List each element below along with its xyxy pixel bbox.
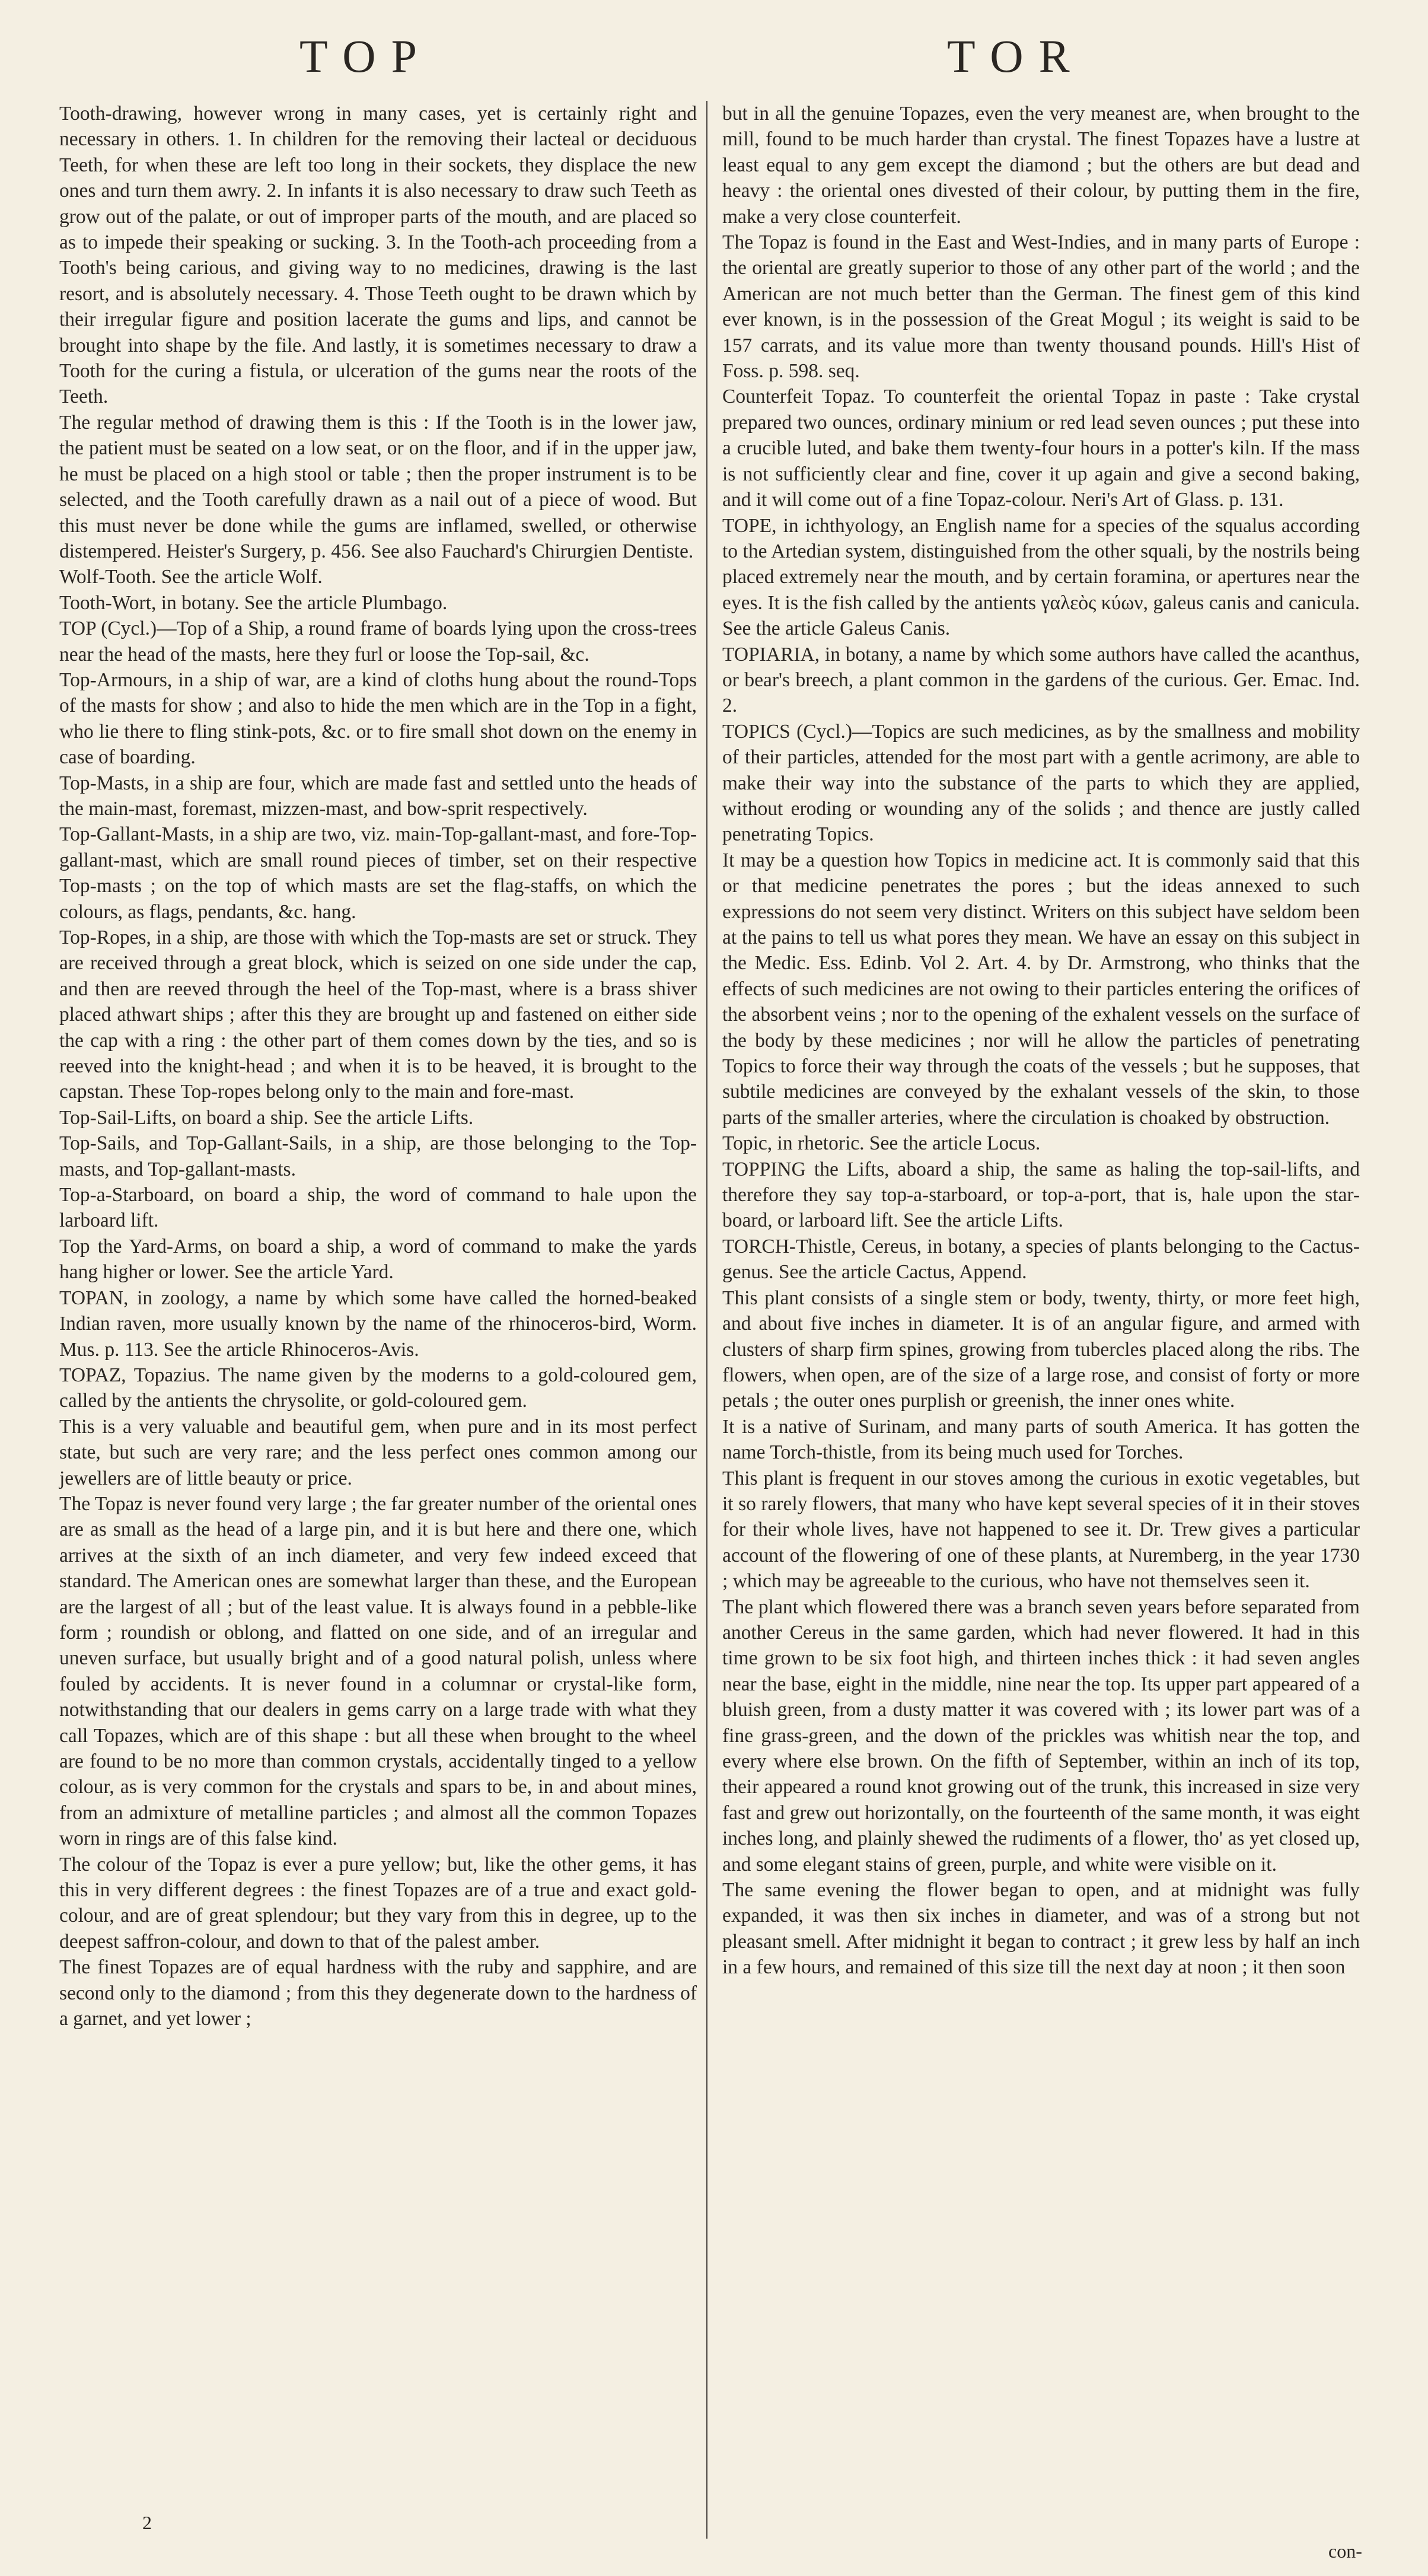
entry-topic-rhetoric: Topic, in rhetoric. See the article Locus. [722, 1132, 1041, 1155]
entry-tooth-wort: Tooth-Wort, in botany. See the article Plumbago. [59, 591, 448, 614]
entry-topaz-hardness: The finest Topazes are of equal hardness with the ruby and sapphire, and are second only to the diamond ; from this they degenerate down to the hardness of a garnet, and yet lower ; [59, 1956, 697, 2030]
entry-topaz-size: The Topaz is never found very large ; the far greater number of the oriental ones are as small as the head of a large pin, and it is but here and there one, which arrives at the sixth of an inch diameter, and very few indeed exceed that standard. The American ones are somewhat larger than these, and the European are the largest of all ; but of the least value. It is always found in a pebble-like form ; roundish or oblong, and flatted on one side, and of an irregular and uneven surface, but usually bright and of a good natural polish, unless where fouled by accidents. It is never found in a columnar or crystal-like form, notwithstanding that our dealers in gems carry on a large trade with what they call Topazes, which are of this shape : but all these when brought to the wheel are found to be no more than common crystals, accidentally tinged to a yellow colour, as is very common for the crystals and spars to be, in and about mines, from an admixture of metalline particles ; and almost all the common Topazes worn in rings are of this false kind. [59, 1492, 697, 1850]
left-column [59, 101, 697, 2031]
right-column [722, 101, 1360, 1980]
entry-torch-thistle-stoves: This plant is frequent in our stoves among the curious in exotic vegetables, but it so rarely flowers, that many who have kept several species of it in their stoves for their whole lives, have not happened to see it. Dr. Trew gives a particular account of the flowering of one of these plants, at Nuremberg, in the year 1730 ; which may be agreeable to the curious, who have not themselves seen it. [722, 1467, 1360, 1593]
entry-tope: TOPE, in ichthyology, an English name for a species of the squalus according to the Artedian system, distinguished from the other squali, by the nostrils being placed extremely near the mouth, and by certain foramina, or apertures near the eyes. It is the fish called by the antients γαλεὸς κύων, galeus canis and canicula. See the article Galeus Canis. [722, 514, 1360, 640]
entry-topics-action: It may be a question how Topics in medicine act. It is commonly said that this or that medicine penetrates the pores ; but the ideas annexed to such expressions do not seem very distinct. Writers on this subject have seldom been at the pains to tell us what pores they mean. We have an essay on this subject in the Medic. Ess. Edinb. Vol 2. Art. 4. by Dr. Armstrong, who thinks that the effects of such medicines are not owing to their particles entering the orifices of the absorbent veins ; nor to the opening of the exhalent vessels on the surface of the body by these medicines ; nor will he allow the particles of penetrating Topics to force their way through the coats of the vessels ; but he supposes, that subtile medicines are conveyed by the exhalant vessels of the skin, to those parts of the smaller arteries, where the circulation is choaked by obstruction. [722, 849, 1360, 1129]
entry-drawing-method: The regular method of drawing them is this : If the Tooth is in the lower jaw, the patient must be seated on a low seat, or on the floor, and if in the upper jaw, he must be placed on a high stool or table ; then the proper instrument is to be selected, and the Tooth carefully drawn as a nail out of a piece of wood. But this must never be done while the gums are inflamed, swelled, or otherwise distempered. Heister's Surgery, p. 456. See also Fauchard's Chirurgien Dentiste. [59, 411, 697, 562]
catchword: con- [1328, 2540, 1362, 2562]
entry-topics: TOPICS (Cycl.)—Topics are such medicines, as by the smallness and mobility of their particles, attended for the most part with a gentle acrimony, are able to make their way into the substance of the parts to which they are applied, without eroding or wounding any of the solids ; and thence are justly called penetrating Topics. [722, 720, 1360, 846]
entry-torch-thistle-flowering: The plant which flowered there was a branch seven years before separated from another Cereus in the same garden, which had never flowered. It had in this time grown to be six foot high, and thirteen inches thick : it had seven angles near the base, eight in the middle, nine near the top. Its upper part appeared of a bluish green, from a dusty matter it was covered with ; its lower part was of a fine grass-green, and the down of the prickles was whitish near the top, and every where else brown. On the fifth of September, within an inch of its top, their appeared a round knot growing out of the trunk, this increased in size very fast and grew out horizontally, on the fourteenth of the same month, it was eight inches long, and plainly shewed the rudiments of a flower, tho' as yet closed up, and some elegant stains of green, purple, and white were visible on it. [722, 1596, 1360, 1876]
entry-topaz-colour: The colour of the Topaz is ever a pure yellow; but, like the other gems, it has this in very different degrees : the finest Topazes are of a true and exact gold-colour, and are of great splendour; but they vary from this in degree, up to the deepest saffron-colour, and down to that of the palest amber. [59, 1853, 697, 1953]
column-divider [706, 101, 707, 2539]
entry-topaz-origin: The Topaz is found in the East and West-Indies, and in many parts of Europe : the oriental are greatly superior to those of any other part of the world ; and the American are not much better than the German. The finest gem of this kind ever known, is in the possession of the Great Mogul ; its weight is said to be 157 carrats, and its value more than twenty thousand pounds. Hill's Hist of Foss. p. 598. seq. [722, 231, 1360, 383]
entry-top-sail-lifts: Top-Sail-Lifts, on board a ship. See the article Lifts. [59, 1106, 474, 1129]
entry-top-gallant-masts: Top-Gallant-Masts, in a ship are two, viz. main-Top-gallant-mast, and fore-Top-gallant-mast, which are small round pieces of timber, set on their respective Top-masts ; on the top of which masts are set the flag-staffs, on which the colours, as flags, pendants, &c. hang. [59, 823, 697, 923]
entry-counterfeit-topaz: Counterfeit Topaz. To counterfeit the oriental Topaz in paste : Take crystal prepared two ounces, ordinary minium or red lead seven ounces ; put these into a crucible luted, and bake them twenty-four hours in a potter's kiln. If the mass is not sufficiently clear and fine, cover it up again and give a second baking, and it will come out of a fine Topaz-colour. Neri's Art of Glass. p. 131. [722, 386, 1360, 511]
entry-topaz-beauty: This is a very valuable and beautiful gem, when pure and in its most perfect state, but such are very rare; and the less perfect ones common among our jewellers are of little beauty or price. [59, 1415, 697, 1489]
entry-tooth-drawing: Tooth-drawing, however wrong in many cases, yet is certainly right and necessary in others. 1. In children for the removing their lacteal or deciduous Teeth, for when these are left too long in their sockets, they displace the new ones and turn them awry. 2. In infants it is also necessary to draw such Teeth as grow out of the palate, or out of improper parts of the mouth, and are placed so as to impede their speaking or sucking. 3. In the Tooth-ach proceeding from a Tooth's being carious, and giving way to no medicines, drawing is the last resort, and is absolutely necessary. 4. Those Teeth ought to be drawn which by their irregular figure and position lacerate the gums and lips, and cannot be brought into shape by the file. And lastly, it is sometimes necessary to draw a Tooth for the curing a fistula, or ulceration of the gums near the roots of the Teeth. [59, 103, 697, 408]
entry-torch-thistle-native: It is a native of Surinam, and many parts of south America. It has gotten the name Torch-thistle, from its being much used for Torches. [722, 1415, 1360, 1464]
entry-torch-thistle: TORCH-Thistle, Cereus, in botany, a species of plants belonging to the Cactus-genus. See the article Cactus, Append. [722, 1235, 1360, 1284]
entry-topping-lifts: TOPPING the Lifts, aboard a ship, the same as haling the top-sail-lifts, and therefore they say top-a-starboard, or top-a-port, that is, hale upon the star-board, or larboard lift. See the article Lifts. [722, 1158, 1360, 1232]
entry-top-sails: Top-Sails, and Top-Gallant-Sails, in a ship, are those belonging to the Top-masts, and Top-gallant-masts. [59, 1132, 697, 1180]
running-head-left: TOP [299, 30, 432, 82]
entry-torch-thistle-evening: The same evening the flower began to open, and at midnight was fully expanded, it was then six inches in diameter, and was of a strong but not pleasant smell. After midnight it began to contract ; it grew less by half an inch in a few hours, and remained of this size till the next day at noon ; it then soon [722, 1879, 1360, 1979]
signature-mark: 2 [142, 2512, 152, 2533]
entry-top-ropes: Top-Ropes, in a ship, are those with which the Top-masts are set or struck. They are received through a great block, which is seized on one side under the cap, and then are reeved through the heel of the Top-mast, where is a brass shiver placed athwart ships ; after this they are brought up and fastened on either side the cap with a ring : the other part of them comes down by the ties, and so is reeved into the knight-head ; and when it is to be heaved, it is brought to the capstan. These Top-ropes belong only to the main and fore-mast. [59, 926, 697, 1103]
entry-topiaria: TOPIARIA, in botany, a name by which some authors have called the acanthus, or bear's breech, a plant common in the gardens of the curious. Ger. Emac. Ind. 2. [722, 643, 1360, 717]
entry-top-masts: Top-Masts, in a ship are four, which are made fast and settled unto the heads of the main-mast, foremast, mizzen-mast, and bow-sprit respectively. [59, 772, 697, 820]
entry-torch-thistle-description: This plant consists of a single stem or body, twenty, thirty, or more feet high, and about five inches in diameter. It is of an angular figure, and armed with clusters of sharp firm spines, growing from tubercles placed along the ribs. The flowers, when open, are of the size of a large rose, and consist of forty or more petals ; the outer ones purplish or greenish, the inner ones white. [722, 1287, 1360, 1412]
entry-topan: TOPAN, in zoology, a name by which some have called the horned-beaked Indian raven, more usually known by the name of the rhinoceros-bird, Worm. Mus. p. 113. See the article Rhinoceros-Avis. [59, 1287, 697, 1361]
entry-top-a-starboard: Top-a-Starboard, on board a ship, the word of command to hale upon the larboard lift. [59, 1184, 697, 1232]
entry-top-yard-arms: Top the Yard-Arms, on board a ship, a word of command to make the yards hang higher or lower. See the article Yard. [59, 1235, 697, 1284]
entry-top-armours: Top-Armours, in a ship of war, are a kind of cloths hung about the round-Tops of the masts for show ; and also to hide the men which are in the Top in a fight, who lie there to fling stink-pots, &c. or to fire small shot down on the enemy in case of boarding. [59, 668, 697, 769]
entry-top: TOP (Cycl.)—Top of a Ship, a round frame of boards lying upon the cross-trees near the head of the masts, here they furl or loose the Top-sail, &c. [59, 617, 697, 666]
running-head-right: TOR [947, 30, 1085, 82]
entry-wolf-tooth: Wolf-Tooth. See the article Wolf. [59, 566, 323, 588]
entry-topaz: TOPAZ, Topazius. The name given by the moderns to a gold-coloured gem, called by the antients the chrysolite, or gold-coloured gem. [59, 1364, 697, 1412]
entry-topaz-continued: but in all the genuine Topazes, even the very meanest are, when brought to the mill, found to be much harder than crystal. The finest Topazes have a lustre at least equal to any gem except the diamond ; but the others are but dead and heavy : the oriental ones divested of their colour, by putting them in the fire, make a very close counterfeit. [722, 103, 1360, 228]
